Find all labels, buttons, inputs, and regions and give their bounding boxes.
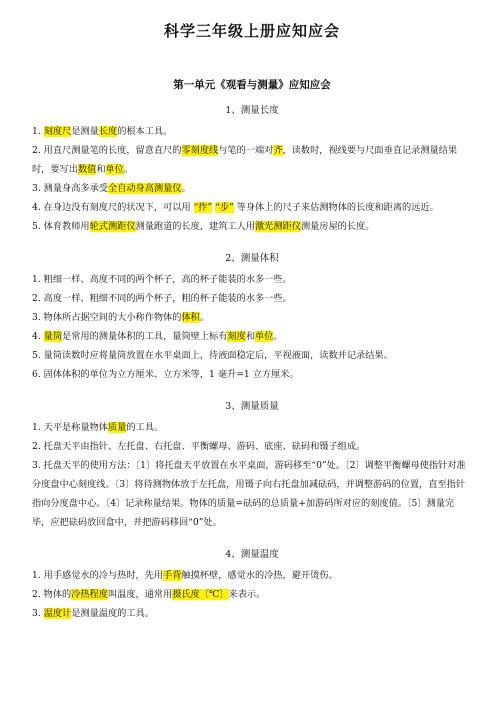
list-item (32, 198, 472, 217)
highlighted-term: 量筒 (43, 331, 63, 342)
highlighted-term: 齐 (273, 145, 283, 156)
item-text: 5. 体育教师用 (32, 221, 90, 232)
item-text: 6. 固体体积的单位为立方厘米、立方米等，1 毫升=1 立方厘米。 (32, 369, 299, 380)
highlighted-term: 手背 (163, 570, 182, 581)
item-text: 4. (32, 331, 44, 342)
item-text: 2. 用直尺测量笔的长度，留意直尺的 (32, 145, 182, 156)
item-text: 1. 用手感觉水的冷与热时，先用 (32, 570, 164, 581)
item-text: 等身体上的尺子来估测物体的长度和距离的远近。 (233, 202, 439, 213)
list-item (32, 365, 472, 384)
highlighted-term: 轮式测距仪 (89, 221, 136, 232)
highlighted-term: “拃” (193, 202, 213, 213)
item-text: 2. 物体的 (32, 589, 72, 600)
list-item (32, 217, 472, 236)
item-text: ，读数时，视线要与尺面垂直记录测量结果时，要写出 (32, 145, 458, 175)
document-page (0, 20, 500, 727)
item-text: 3. 托盘天平的使用方法：〔1〕将托盘天平放置在水平桌面，游码移至“0”处。〔2〕调整平衡螺母使指针对准分度盘中心刻度线。〔3〕将待测物体放于左托盘，用镊子向右托盘加减砝码，并调整游码的位置，直至指针指向分度盘中心。〔4〕记录称量结果。物体的质量=砝码的总质量+加游码所对应的刻度值。〔5〕测量完毕，应把砝码放回盒中，并把游码移回“0”处。 (32, 460, 466, 528)
item-text: 叫温度，通常用 (108, 589, 173, 600)
item-text: 1. (32, 126, 44, 137)
item-text: 和 (245, 331, 255, 342)
list-item (32, 456, 472, 532)
list-item (32, 327, 472, 346)
highlighted-term: 单位 (105, 164, 124, 175)
item-text: 和 (96, 164, 106, 175)
list-item (32, 604, 472, 623)
item-text: 测量跑道的长度，建筑工人用 (135, 221, 255, 232)
highlighted-term: 摄氏度〔℃〕 (172, 589, 229, 600)
list-item (32, 346, 472, 365)
highlighted-term: 长度 (98, 126, 118, 137)
item-text: 3. (32, 608, 44, 619)
list-item (32, 179, 472, 198)
item-text: 5. 量筒读数时应将量筒放置在水平桌面上，待液面稳定后，平视液面，读数并记录结果。 (32, 350, 393, 361)
highlighted-term: “步” (215, 202, 234, 213)
highlighted-term: 质量 (108, 422, 127, 433)
item-text: 。 (123, 164, 134, 175)
item-text: 。 (181, 183, 191, 194)
item-text: 。 (199, 312, 210, 323)
item-text: 3. 测量身高多承受 (32, 183, 108, 194)
unit-title: 第一单元《观看与测量》应知应会 (173, 79, 331, 91)
list-item (32, 141, 472, 179)
item-text: 的根本工具。 (117, 126, 173, 137)
highlighted-term: 冷热程度 (71, 589, 108, 600)
highlighted-term: 刻度 (227, 331, 246, 342)
section-title: 3、测量质量 (225, 401, 279, 412)
item-text: 4. 在身边没有刻度尺的状况下，可以用 (32, 202, 194, 213)
item-text: 2. 托盘天平由指针、左托盘、右托盘、平衡螺母、游码、底座、砝码和镊子组成。 (32, 441, 366, 452)
list-item (32, 418, 472, 437)
list-item (32, 122, 472, 141)
item-text: 是测量 (71, 126, 99, 137)
list-item (32, 566, 472, 585)
item-text: 3. 物体所占据空间的大小称作物体的 (32, 312, 182, 323)
highlighted-term: 单位 (255, 331, 274, 342)
section-title: 4、测量温度 (225, 549, 279, 560)
highlighted-term: 温度计 (43, 608, 72, 619)
item-text: 。 (273, 331, 283, 342)
list-item (32, 585, 472, 604)
highlighted-term: 数值 (77, 164, 97, 175)
highlighted-term: 全自动身高测量仪 (108, 183, 182, 194)
list-item (32, 308, 472, 327)
document-title: 科学三年级上册应知应会 (163, 22, 340, 40)
highlighted-term: 激光测距仪 (255, 221, 301, 232)
list-item (32, 437, 472, 456)
item-text: 的工具。 (126, 422, 164, 433)
item-text: 来表示。 (228, 589, 266, 600)
list-item (32, 270, 472, 289)
item-text: 是测量温度的工具。 (71, 608, 154, 619)
item-text: 是常用的测量体积的工具，量筒壁上标有 (62, 331, 228, 342)
list-item (32, 289, 472, 308)
highlighted-term: 零刻度线 (181, 145, 219, 156)
highlighted-term: 体积 (181, 312, 200, 323)
highlighted-term: 刻度尺 (43, 126, 72, 137)
item-text: 触摸杯壁，感觉水的冷热，避开烫伤。 (181, 570, 338, 581)
item-text: 1. 粗细一样、高度不同的两个杯子，高的杯子能装的水多一些。 (32, 274, 292, 285)
sections-container (32, 102, 472, 623)
item-text: 2. 高度一样、粗细不同的两个杯子，粗的杯子能装的水多一些。 (32, 293, 292, 304)
item-text: 1. 天平是称量物体 (32, 422, 108, 433)
item-text: 与笔的一端对 (218, 145, 274, 156)
section-title: 1、测量长度 (225, 105, 279, 116)
section-title: 2、测量体积 (225, 253, 279, 264)
item-text: 测量房屋的长度。 (300, 221, 375, 232)
